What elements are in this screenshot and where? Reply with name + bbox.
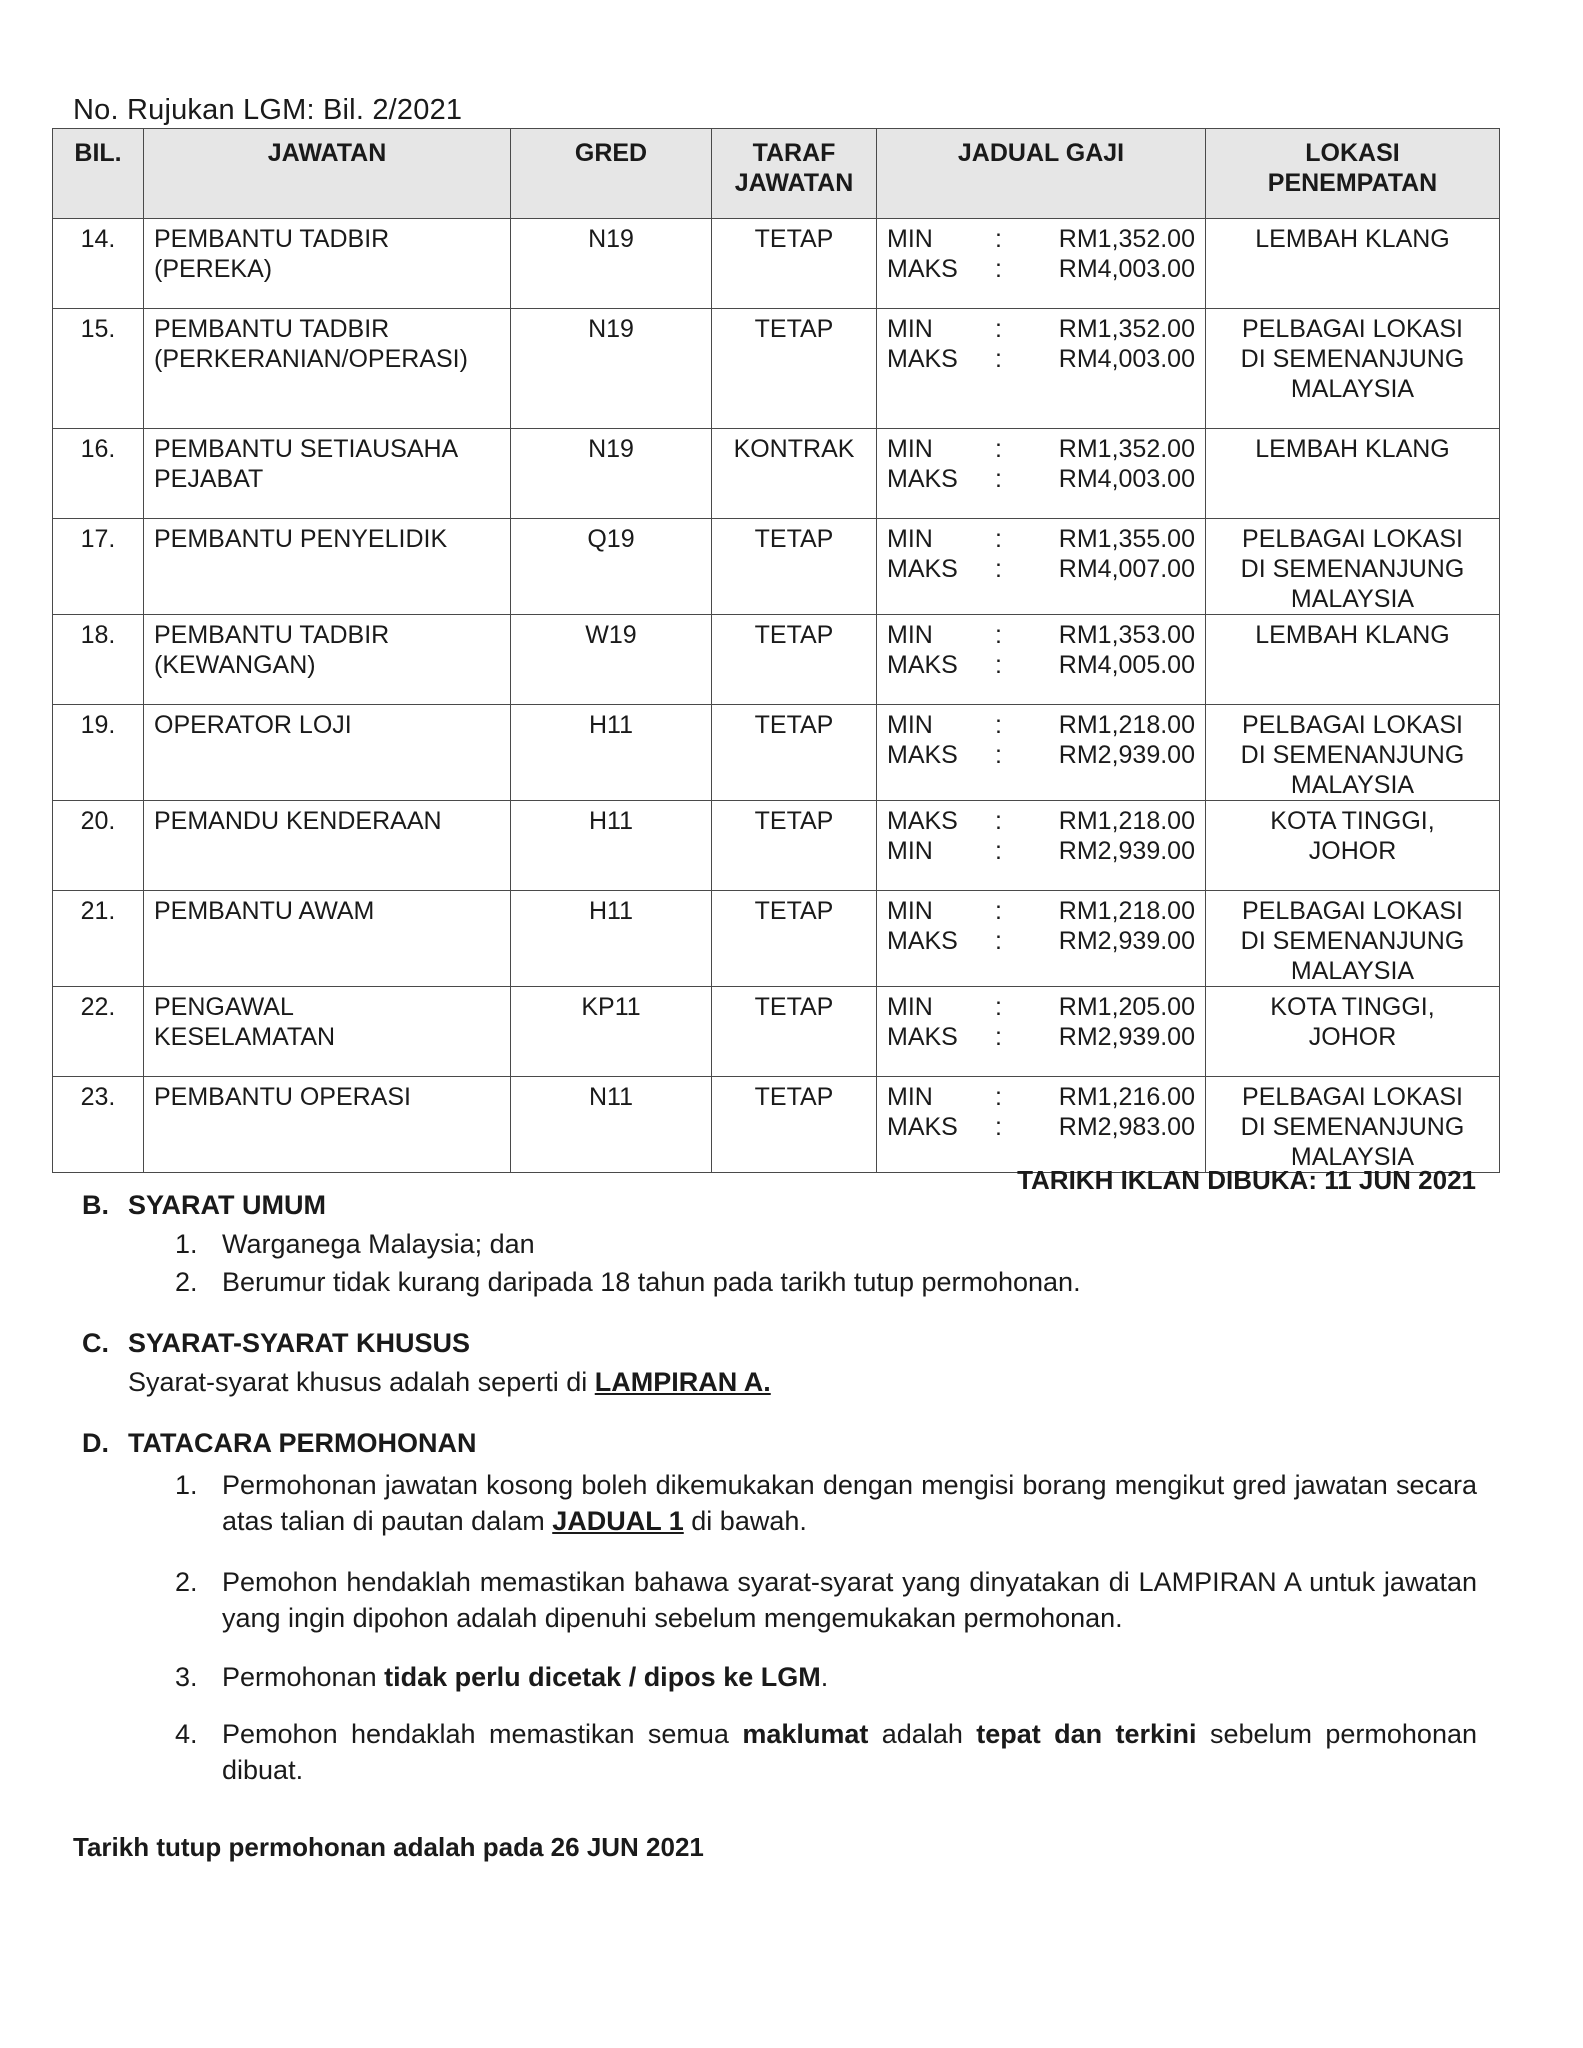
- lampiran-a-link[interactable]: LAMPIRAN A.: [594, 1367, 771, 1397]
- salary-label: MIN: [887, 315, 933, 343]
- salary-amount: RM1,352.00: [1058, 315, 1195, 343]
- header-lokasi: [1206, 129, 1500, 219]
- lokasi-line: MALAYSIA: [1290, 375, 1415, 403]
- salary-colon: :: [995, 555, 1002, 583]
- item-1-text-a: Permohonan jawatan kosong boleh dikemukakan dengan mengisi borang mengikut gred jawatan secara atas talian di pautan dalam: [222, 1470, 1477, 1536]
- table-row: [53, 1077, 1500, 1173]
- salary-colon: :: [995, 1023, 1002, 1051]
- cell-taraf: TETAP: [712, 219, 877, 309]
- section-d-item-num: 3.: [175, 1662, 198, 1692]
- cell-gred: N19: [511, 219, 712, 309]
- salary-colon: :: [995, 807, 1002, 835]
- salary-label: MIN: [887, 1083, 933, 1111]
- section-d-item-2: Pemohon hendaklah memastikan bahawa syarat-syarat yang dinyatakan di LAMPIRAN A untuk jawatan yang ingin dipohon adalah dipenuhi sebelum mengemukakan permohonan.: [222, 1567, 1477, 1633]
- item-3-text-b: .: [820, 1662, 829, 1692]
- salary-colon: :: [995, 837, 1002, 865]
- salary-colon: :: [995, 525, 1002, 553]
- cell-gred: N19: [511, 309, 712, 429]
- salary-line: [887, 992, 1195, 1022]
- jawatan-line: PEMBANTU OPERASI: [154, 1083, 411, 1111]
- table-row: [53, 615, 1500, 705]
- salary-label: MIN: [887, 993, 933, 1021]
- cell-gred: W19: [511, 615, 712, 705]
- salary-amount: RM2,939.00: [1058, 837, 1195, 865]
- jawatan-line: PEMBANTU AWAM: [154, 897, 375, 925]
- jawatan-line: KESELAMATAN: [154, 1023, 336, 1051]
- lokasi-line: LEMBAH KLANG: [1255, 621, 1450, 649]
- section-d-item-num: 4.: [175, 1719, 198, 1749]
- section-d-heading: [82, 1428, 476, 1459]
- salary-colon: :: [995, 435, 1002, 463]
- salary-colon: :: [995, 465, 1002, 493]
- cell-taraf: TETAP: [712, 309, 877, 429]
- salary-colon: :: [995, 741, 1002, 769]
- cell-bil: 17.: [53, 519, 144, 615]
- cell-jadual-gaji: [877, 309, 1206, 429]
- table-row: [53, 309, 1500, 429]
- salary-amount: RM1,355.00: [1058, 525, 1195, 553]
- cell-jadual-gaji: [877, 1077, 1206, 1173]
- cell-lokasi: [1206, 429, 1500, 519]
- salary-amount: RM2,939.00: [1058, 1023, 1195, 1051]
- cell-bil: 16.: [53, 429, 144, 519]
- item-4-bold-2: tepat dan terkini: [976, 1719, 1197, 1749]
- salary-colon: :: [995, 711, 1002, 739]
- lokasi-line: MALAYSIA: [1290, 771, 1415, 799]
- salary-line: [887, 314, 1195, 344]
- cell-bil: 14.: [53, 219, 144, 309]
- section-c-letter: C.: [82, 1328, 109, 1358]
- cell-jawatan: [144, 429, 511, 519]
- lokasi-line: DI SEMENANJUNG: [1240, 1113, 1465, 1141]
- cell-gred: KP11: [511, 987, 712, 1077]
- section-c-title: SYARAT-SYARAT KHUSUS: [128, 1328, 471, 1358]
- item-4-text-b: adalah: [868, 1719, 977, 1749]
- jawatan-line: PEMBANTU SETIAUSAHA: [154, 435, 459, 463]
- item-4-text-a: Pemohon hendaklah memastikan semua: [222, 1719, 743, 1749]
- salary-amount: RM1,218.00: [1058, 807, 1195, 835]
- lokasi-line: MALAYSIA: [1290, 585, 1415, 613]
- salary-label: MIN: [887, 435, 933, 463]
- cell-lokasi: [1206, 1077, 1500, 1173]
- salary-label: MAKS: [887, 1023, 958, 1051]
- lokasi-line: PELBAGAI LOKASI: [1242, 525, 1463, 553]
- salary-label: MAKS: [887, 1113, 958, 1141]
- jadual-1-link[interactable]: JADUAL 1: [552, 1506, 684, 1536]
- salary-amount: RM1,352.00: [1058, 225, 1195, 253]
- salary-colon: :: [995, 1083, 1002, 1111]
- salary-amount: RM2,939.00: [1058, 741, 1195, 769]
- salary-amount: RM1,218.00: [1058, 897, 1195, 925]
- salary-line: [887, 434, 1195, 464]
- cell-bil: 18.: [53, 615, 144, 705]
- lokasi-line: LEMBAH KLANG: [1255, 435, 1450, 463]
- lokasi-line: DI SEMENANJUNG: [1240, 345, 1465, 373]
- salary-line: [887, 1112, 1195, 1142]
- salary-label: MIN: [887, 711, 933, 739]
- jawatan-line: PEMBANTU TADBIR: [154, 225, 390, 253]
- item-3-bold: tidak perlu dicetak / dipos ke LGM: [384, 1662, 821, 1692]
- cell-jawatan: [144, 519, 511, 615]
- header-taraf-line1: TARAF: [752, 139, 836, 167]
- lokasi-line: PELBAGAI LOKASI: [1242, 711, 1463, 739]
- salary-line: [887, 836, 1195, 866]
- cell-bil: 15.: [53, 309, 144, 429]
- section-d-item-3: [222, 1659, 1477, 1695]
- section-d-item-num: 2.: [175, 1567, 198, 1597]
- cell-jawatan: [144, 801, 511, 891]
- cell-jadual-gaji: [877, 615, 1206, 705]
- cell-lokasi: [1206, 219, 1500, 309]
- cell-taraf: TETAP: [712, 705, 877, 801]
- section-d-item-num: 1.: [175, 1470, 198, 1500]
- lokasi-line: MALAYSIA: [1290, 1143, 1415, 1171]
- cell-lokasi: [1206, 705, 1500, 801]
- jawatan-line: PEJABAT: [154, 465, 264, 493]
- lokasi-line: PELBAGAI LOKASI: [1242, 897, 1463, 925]
- salary-line: [887, 554, 1195, 584]
- salary-label: MAKS: [887, 555, 958, 583]
- salary-label: MAKS: [887, 465, 958, 493]
- cell-taraf: TETAP: [712, 615, 877, 705]
- salary-line: [887, 1022, 1195, 1052]
- cell-bil: 20.: [53, 801, 144, 891]
- cell-jadual-gaji: [877, 429, 1206, 519]
- section-b-item-num: 2.: [175, 1267, 198, 1297]
- salary-colon: :: [995, 621, 1002, 649]
- cell-taraf: TETAP: [712, 987, 877, 1077]
- cell-jawatan: [144, 987, 511, 1077]
- salary-amount: RM2,939.00: [1058, 927, 1195, 955]
- salary-amount: RM2,983.00: [1058, 1113, 1195, 1141]
- section-d-item-1: [222, 1467, 1477, 1539]
- jawatan-line: PEMBANTU PENYELIDIK: [154, 525, 448, 553]
- cell-bil: 21.: [53, 891, 144, 987]
- jawatan-line: PEMANDU KENDERAAN: [154, 807, 442, 835]
- section-c-text: [128, 1367, 771, 1398]
- salary-line: [887, 620, 1195, 650]
- salary-amount: RM1,205.00: [1058, 993, 1195, 1021]
- salary-line: [887, 464, 1195, 494]
- header-jawatan: JAWATAN: [144, 129, 511, 219]
- cell-jawatan: [144, 309, 511, 429]
- salary-label: MAKS: [887, 651, 958, 679]
- section-c-body: Syarat-syarat khusus adalah seperti di: [128, 1367, 595, 1397]
- salary-line: [887, 710, 1195, 740]
- cell-jadual-gaji: [877, 801, 1206, 891]
- salary-line: [887, 650, 1195, 680]
- lokasi-line: DI SEMENANJUNG: [1240, 741, 1465, 769]
- item-1-text-b: di bawah.: [683, 1506, 807, 1536]
- cell-taraf: TETAP: [712, 1077, 877, 1173]
- lokasi-line: KOTA TINGGI,: [1270, 993, 1435, 1021]
- table-row: [53, 801, 1500, 891]
- salary-label: MAKS: [887, 807, 958, 835]
- salary-colon: :: [995, 993, 1002, 1021]
- cell-jadual-gaji: [877, 519, 1206, 615]
- salary-label: MIN: [887, 225, 933, 253]
- salary-line: [887, 254, 1195, 284]
- cell-lokasi: [1206, 801, 1500, 891]
- lokasi-line: MALAYSIA: [1290, 957, 1415, 985]
- salary-label: MIN: [887, 525, 933, 553]
- salary-amount: RM4,007.00: [1058, 555, 1195, 583]
- jawatan-line: OPERATOR LOJI: [154, 711, 352, 739]
- cell-gred: Q19: [511, 519, 712, 615]
- salary-line: [887, 926, 1195, 956]
- salary-amount: RM4,003.00: [1058, 465, 1195, 493]
- salary-colon: :: [995, 345, 1002, 373]
- cell-gred: H11: [511, 891, 712, 987]
- salary-colon: :: [995, 897, 1002, 925]
- section-b-item-text: Warganega Malaysia; dan: [222, 1229, 535, 1259]
- cell-jawatan: [144, 891, 511, 987]
- item-4-text-c: sebelum permohonan dibuat.: [222, 1719, 1477, 1785]
- salary-colon: :: [995, 255, 1002, 283]
- jawatan-line: (PERKERANIAN/OPERASI): [154, 345, 468, 373]
- header-gred: GRED: [511, 129, 712, 219]
- salary-colon: :: [995, 1113, 1002, 1141]
- section-d-title: TATACARA PERMOHONAN: [128, 1428, 477, 1458]
- cell-jadual-gaji: [877, 705, 1206, 801]
- salary-amount: RM4,005.00: [1058, 651, 1195, 679]
- table-row: [53, 519, 1500, 615]
- lokasi-line: LEMBAH KLANG: [1255, 225, 1450, 253]
- jawatan-line: PEMBANTU TADBIR: [154, 315, 390, 343]
- reference-number: No. Rujukan LGM: Bil. 2/2021: [73, 94, 463, 126]
- header-gaji: JADUAL GAJI: [877, 129, 1206, 219]
- cell-jadual-gaji: [877, 219, 1206, 309]
- salary-label: MIN: [887, 621, 933, 649]
- cell-jawatan: [144, 1077, 511, 1173]
- cell-gred: H11: [511, 705, 712, 801]
- salary-label: MAKS: [887, 255, 958, 283]
- salary-line: [887, 524, 1195, 554]
- section-b-title: SYARAT UMUM: [128, 1190, 327, 1220]
- table-row: [53, 891, 1500, 987]
- section-b-item-num: 1.: [175, 1229, 198, 1259]
- closing-date: Tarikh tutup permohonan adalah pada 26 JUN 2021: [73, 1832, 704, 1862]
- jawatan-line: PENGAWAL: [154, 993, 294, 1021]
- salary-label: MIN: [887, 897, 933, 925]
- cell-taraf: TETAP: [712, 891, 877, 987]
- salary-colon: :: [995, 651, 1002, 679]
- item-4-bold-1: maklumat: [742, 1719, 869, 1749]
- header-taraf-line2: JAWATAN: [734, 169, 854, 197]
- header-lokasi-line2: PENEMPATAN: [1267, 169, 1438, 197]
- cell-gred: H11: [511, 801, 712, 891]
- section-b-letter: B.: [82, 1190, 109, 1220]
- lokasi-line: JOHOR: [1308, 1023, 1397, 1051]
- table-row: [53, 219, 1500, 309]
- cell-jawatan: [144, 705, 511, 801]
- cell-lokasi: [1206, 519, 1500, 615]
- section-b-heading: [82, 1190, 326, 1221]
- header-taraf: [712, 129, 877, 219]
- salary-label: MAKS: [887, 927, 958, 955]
- table-row: [53, 429, 1500, 519]
- lokasi-line: KOTA TINGGI,: [1270, 807, 1435, 835]
- jawatan-line: (KEWANGAN): [154, 651, 316, 679]
- salary-line: [887, 1082, 1195, 1112]
- table-row: [53, 987, 1500, 1077]
- lokasi-line: PELBAGAI LOKASI: [1242, 1083, 1463, 1111]
- cell-bil: 23.: [53, 1077, 144, 1173]
- table-row: [53, 705, 1500, 801]
- cell-taraf: KONTRAK: [712, 429, 877, 519]
- salary-line: [887, 896, 1195, 926]
- salary-line: [887, 740, 1195, 770]
- salary-line: [887, 344, 1195, 374]
- cell-gred: N11: [511, 1077, 712, 1173]
- salary-line: [887, 806, 1195, 836]
- section-d-letter: D.: [82, 1428, 109, 1458]
- job-vacancy-table: [52, 128, 1500, 1173]
- cell-bil: 19.: [53, 705, 144, 801]
- item-3-text-a: Permohonan: [222, 1662, 385, 1692]
- header-bil: BIL.: [53, 129, 144, 219]
- cell-lokasi: [1206, 615, 1500, 705]
- cell-jadual-gaji: [877, 987, 1206, 1077]
- cell-bil: 22.: [53, 987, 144, 1077]
- salary-amount: RM4,003.00: [1058, 345, 1195, 373]
- header-lokasi-line1: LOKASI: [1305, 139, 1400, 167]
- table-header-row: [53, 129, 1500, 219]
- cell-lokasi: [1206, 891, 1500, 987]
- salary-amount: RM4,003.00: [1058, 255, 1195, 283]
- salary-label: MAKS: [887, 345, 958, 373]
- jawatan-line: (PEREKA): [154, 255, 273, 283]
- cell-lokasi: [1206, 309, 1500, 429]
- salary-colon: :: [995, 315, 1002, 343]
- cell-gred: N19: [511, 429, 712, 519]
- lokasi-line: PELBAGAI LOKASI: [1242, 315, 1463, 343]
- lokasi-line: JOHOR: [1308, 837, 1397, 865]
- salary-amount: RM1,216.00: [1058, 1083, 1195, 1111]
- salary-amount: RM1,352.00: [1058, 435, 1195, 463]
- salary-label: MIN: [887, 837, 933, 865]
- jawatan-line: PEMBANTU TADBIR: [154, 621, 390, 649]
- salary-line: [887, 224, 1195, 254]
- cell-jawatan: [144, 615, 511, 705]
- cell-jawatan: [144, 219, 511, 309]
- salary-colon: :: [995, 927, 1002, 955]
- lokasi-line: DI SEMENANJUNG: [1240, 927, 1465, 955]
- section-b-item-text: Berumur tidak kurang daripada 18 tahun pada tarikh tutup permohonan.: [222, 1267, 1081, 1297]
- cell-taraf: TETAP: [712, 519, 877, 615]
- salary-amount: RM1,353.00: [1058, 621, 1195, 649]
- cell-taraf: TETAP: [712, 801, 877, 891]
- advert-open-date: TARIKH IKLAN DIBUKA: 11 JUN 2021: [1017, 1165, 1476, 1195]
- section-c-heading: [82, 1328, 470, 1359]
- lokasi-line: DI SEMENANJUNG: [1240, 555, 1465, 583]
- cell-jadual-gaji: [877, 891, 1206, 987]
- salary-amount: RM1,218.00: [1058, 711, 1195, 739]
- cell-lokasi: [1206, 987, 1500, 1077]
- salary-label: MAKS: [887, 741, 958, 769]
- salary-colon: :: [995, 225, 1002, 253]
- section-d-item-4: [222, 1716, 1477, 1788]
